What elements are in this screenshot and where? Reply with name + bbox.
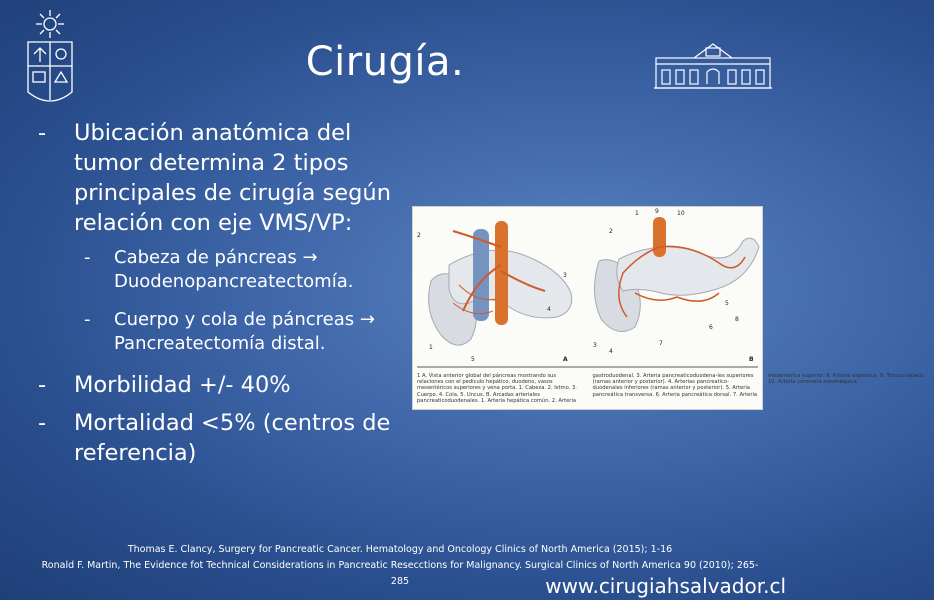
figure-label-b-5: 5 (725, 300, 729, 307)
figure-label-b-8: 8 (735, 316, 739, 323)
sub-bullet-item (38, 246, 398, 294)
bullet-list (38, 118, 398, 476)
figure-panel-b-label: B (749, 356, 754, 363)
bullet-item (38, 408, 398, 468)
figure-label-a-3: 3 (563, 272, 567, 279)
website-url: www.cirugiahsalvador.cl (545, 574, 786, 598)
figure-label-b-7: 7 (659, 340, 663, 347)
slide-title: Cirugía. (305, 39, 465, 85)
figure-label-a-1: 1 (429, 344, 433, 351)
bullet-dash: - (84, 309, 91, 330)
figure-label-b-10: 10 (677, 210, 685, 217)
figure-label-b-2: 2 (609, 228, 613, 235)
reference-2: Ronald F. Martin, The Evidence fot Technical Considerations in Pancreatic Resecctions for Malignancy. Surgical Clinics of North America 90 (2010); 265-285 (41, 560, 759, 587)
figure-label-b-3: 3 (593, 342, 597, 349)
sub-bullet-item (38, 308, 398, 356)
pancreas-anatomy-figure (412, 206, 925, 410)
bullet-text: Ubicación anatómica del tumor determina 2 tipos principales de cirugía según relación con eje VMS/VP: (74, 120, 391, 236)
bullet-dash: - (38, 120, 47, 146)
figure-caption: 1 A. Vista anterior global del páncreas mostrando sus relaciones con el pedículo hepático, duodeno, vasos mesentéricos superiores y vena porta. 1. Cabeza. 2. Istmo. 3. Cuerpo. 4. Cola. 5. Uncus. B. Arcadas arteriales pancreaticoduodenales. 1. Arteria hepática común. 2. Arteria gastroduodenal. 3. Arteria pancreaticoduodena-les superiores (ramas anterior y posterior). 4. Arterias pancreatico-duodenales inferiores (ramas anterior y posterior). 5. Arteria pancreática transversa. 6. Arteria pancreática dorsal. 7. Arteria mesentérica superior. 8. Arteria esplénica. 9. Tronco celíaco. 10. Arteria coronaria estomáquica. (417, 373, 925, 404)
pancreas-illustration (413, 207, 762, 373)
bullet-item (38, 370, 398, 400)
sub-bullet-text: Cuerpo y cola de páncreas → Pancreatectomía distal. (114, 309, 375, 354)
bullet-dash: - (38, 410, 47, 436)
bullet-dash: - (38, 372, 47, 398)
figure-label-a-2: 2 (417, 232, 421, 239)
figure-label-b-4: 4 (609, 348, 613, 355)
figure-label-b-6: 6 (709, 324, 713, 331)
figure-panel-a-label: A (563, 356, 568, 363)
bullet-text: Mortalidad <5% (centros de referencia) (74, 410, 391, 466)
figure-label-a-5: 5 (471, 356, 475, 363)
bullet-item (38, 118, 398, 238)
figure-label-a-4: 4 (547, 306, 551, 313)
sub-bullet-text: Cabeza de páncreas → Duodenopancreatectomía. (114, 247, 354, 292)
figure-label-b-9: 9 (655, 208, 659, 215)
reference-1: Thomas E. Clancy, Surgery for Pancreatic Cancer. Hematology and Oncology Clinics of North America (2015); 1-16 (127, 544, 673, 555)
bullet-dash: - (84, 247, 91, 268)
figure-label-b-1: 1 (635, 210, 639, 217)
bullet-text: Morbilidad +/- 40% (74, 372, 291, 398)
